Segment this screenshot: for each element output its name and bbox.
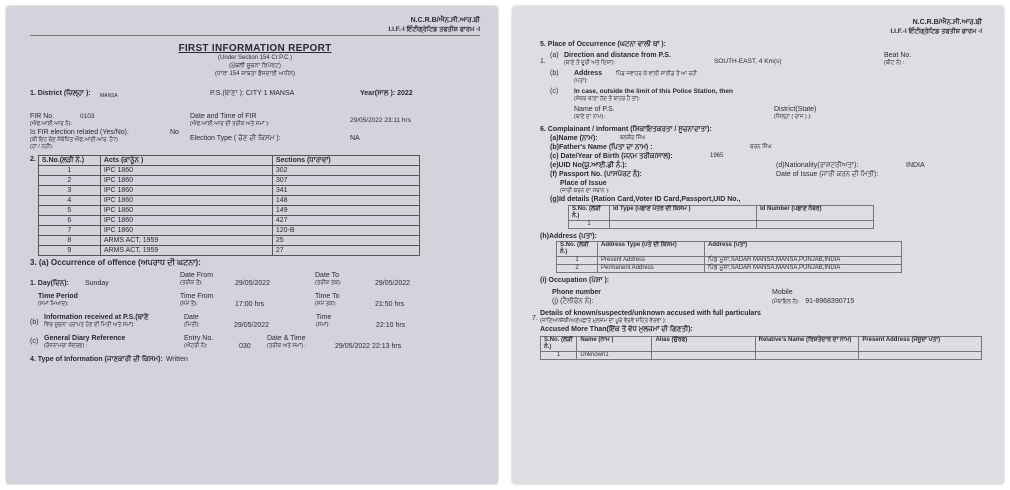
table-row: [557, 265, 902, 273]
police-station: P.S.(ਥਾਣਾ ): CITY 1 MANSA: [210, 90, 295, 97]
table-row: [38, 226, 419, 236]
table-row: [557, 257, 902, 265]
fir-datetime-label-pa: (ਐਫ.ਆਈ.ਆਰ ਦੀ ਤਰੀਕ ਅਤੇ ਸਮਾਂ ):: [190, 121, 270, 127]
district-state-block: [774, 105, 816, 121]
accused-header-row: [541, 337, 982, 352]
address-sno: 2: [557, 265, 598, 273]
address-sub: (b): [550, 70, 559, 77]
place-heading: 5. Place of Occurrence (ਘਟਨਾ ਵਾਲੀ ਥਾਂ ):: [540, 41, 666, 48]
mobile-label: Mobile: [772, 289, 793, 296]
election-block: [30, 128, 170, 151]
outside-limit-row: [540, 87, 982, 103]
election-label-pa: (ਕੀ ਇਹ ਚੋਣ ਸੰਬੰਧਿਤ ਐਫ.ਆਈ.ਆਰ. ਹੈ?): [30, 137, 118, 143]
fir-page-1: [6, 6, 498, 484]
accused-heading-row: [532, 309, 982, 334]
info-received-row: [30, 313, 480, 330]
acts-section-value: 149: [272, 206, 419, 216]
acts-act: IPC 1860: [100, 176, 272, 186]
address-block: [574, 69, 697, 85]
id-sno: 1: [569, 221, 610, 229]
info-date-label: Date: [184, 314, 199, 321]
beat-label-pa: (ਬੀਟ ਨੰ) :: [884, 60, 905, 66]
district-state-label: District(State): [774, 106, 817, 113]
acts-section-value: 120-B: [272, 226, 419, 236]
accused-header-relative: Relative's Name (ਰਿਸ਼ਤੇਦਾਰ ਦਾ ਨਾਮ): [755, 337, 859, 352]
dob-value: 1965: [710, 153, 724, 159]
entry-no-label: Entry No.: [184, 335, 214, 342]
ps-name-row: [540, 105, 982, 121]
accused-table: [540, 336, 982, 360]
report-title: FIRST INFORMATION REPORT: [178, 43, 332, 54]
accused-address: [859, 352, 982, 360]
district-row: [30, 89, 480, 101]
date-to-block: [315, 271, 375, 287]
acts-header-row: [38, 156, 419, 166]
fir-no-value: 0103: [80, 113, 95, 120]
father-name-value: ਚਰਨ ਸਿੰਘ: [750, 144, 772, 150]
entry-no-value: 030: [239, 343, 251, 350]
acts-section-value: 341: [272, 186, 419, 196]
info-date-value: 29/05/2022: [234, 322, 270, 329]
address-value-cell: ਪਿੰਡ ਮੂਸਾ,SADAR MANSA,MANSA,PUNJAB,INDIA: [705, 257, 902, 265]
accused-number: 7.: [532, 315, 538, 322]
election-type-label: Election Type ( ਚੋਣ ਦੀ ਕਿਸਮ ):: [190, 135, 281, 142]
info-received-label: Information received at P.S.(ਥਾਣੇ: [44, 314, 149, 321]
fir-datetime-label: Date and Time of FIR: [190, 113, 257, 120]
election-row: [30, 128, 480, 151]
acts-act: IPC 1860: [100, 186, 272, 196]
type-of-information-value: Written: [165, 356, 188, 363]
accused-alias: [652, 352, 755, 360]
place-of-issue-block: [550, 179, 982, 195]
date-from-label: Date From: [180, 272, 214, 279]
fir-datetime-value: 29/05/2022 23:11 hrs: [350, 117, 411, 124]
phone-block: [552, 288, 772, 306]
table-row: [38, 176, 419, 186]
entry-no-block: [184, 334, 239, 350]
nationality-value: INDIA: [906, 162, 925, 169]
fir-no-label-pa: (ਐਫ.ਆਈ.ਆਰ ਨੰ):: [30, 121, 73, 127]
entry-no-label-pa: (ਐਂਟਰੀ ਨੰ):: [184, 343, 208, 349]
report-subtitle-pa-2: (ਧਾਰਾ 154 ਜ਼ਾਬਤਾ ਫੌਜਦਾਰੀ ਅਧੀਨ): [214, 71, 296, 77]
general-diary-label-pa: (ਰੋਜ਼ਨਾਮਚਾ ਸੰਦਰਭ) :: [44, 343, 88, 349]
type-of-information-row: [30, 355, 480, 364]
accused-relative: [755, 352, 859, 360]
report-subtitle: (Under Section 154 Cr.P.C.): [218, 55, 292, 61]
date-from-value: 29/05/2022: [235, 280, 271, 287]
phone-row: [540, 288, 982, 306]
gd-datetime-block: [267, 334, 335, 350]
acts-section-value: 427: [272, 216, 419, 226]
address-label-pa: (ਪਤਾ):: [574, 78, 588, 84]
dob-row: [550, 152, 982, 161]
acts-header-acts: Acts (ਕਾਨੂੰਨ ): [100, 156, 272, 166]
acts-sno: 6: [38, 216, 100, 226]
acts-sno: 8: [38, 236, 100, 246]
acts-section-value: 148: [272, 196, 419, 206]
address-header-address: Address (ਪਤਾ): [705, 242, 902, 257]
general-diary-label: General Diary Reference: [44, 335, 126, 342]
nationality-label: (d)Nationality(ਰਾਸ਼ਟਰੀਅਤਾ):: [776, 162, 859, 169]
address-type: Permanent Address: [598, 265, 705, 273]
fir-datetime-block: [190, 112, 350, 128]
accused-heading-block: [540, 309, 761, 334]
general-diary-block: [44, 334, 184, 350]
direction-row: [540, 51, 982, 67]
direction-num: 1.: [540, 58, 546, 65]
father-name-label: (b)Father's Name (ਪਿਤਾ ਦਾ ਨਾਮ) :: [550, 144, 653, 151]
election-value: No: [170, 129, 179, 136]
time-period-block: [30, 292, 180, 308]
direction-label-pa: (ਥਾਣੇ ਤੋਂ ਦੂਰੀ ਅਤੇ ਦਿਸ਼ਾ):: [564, 60, 616, 66]
fir-number-row: [30, 112, 480, 128]
acts-act: IPC 1860: [100, 216, 272, 226]
info-time-label-pa: (ਸਮਾਂ):: [316, 322, 331, 328]
beat-block: [884, 51, 911, 67]
address-value-cell: ਪਿੰਡ ਮੂਸਾ,SADAR MANSA,MANSA,PUNJAB,INDIA: [705, 265, 902, 273]
acts-act: IPC 1860: [100, 206, 272, 216]
acts-act: ARMS ACT, 1959: [100, 236, 272, 246]
time-to-label-pa: (ਸਮੇਂ ਤਕ):: [315, 301, 337, 307]
uid-label: (e)UID No(ਯੂ.ਆਈ.ਡੀ ਨੰ.):: [550, 162, 627, 169]
info-received-label-pa: ਵਿਚ ਸੂਚਨਾ ਪ੍ਰਾਪਤ ਹੋਣ ਦੀ ਮਿਤੀ ਅਤੇ ਸਮਾਂ):: [44, 322, 135, 328]
ps-name-label-pa: (ਥਾਣੇ ਦਾ ਨਾਮ):: [574, 114, 605, 120]
outside-limit-block: [574, 87, 733, 103]
occupation-label: (i) Occupation (ਪੇਸ਼ਾ ):: [540, 277, 610, 284]
accused-more-label: Accused More Than(ਇੱਕ ਤੋਂ ਵੱਧ ਮੁਲਜ਼ਮਾਂ ਦੀ ਗਿਣਤੀ):: [540, 326, 693, 333]
id-header-sno: S.No. (ਲੜੀ ਨੰ.): [569, 206, 610, 221]
acts-number: 2.: [30, 156, 36, 163]
address-heading: (h)Address (ਪਤਾ):: [540, 233, 597, 240]
acts-act: IPC 1860: [100, 226, 272, 236]
table-row: [38, 186, 419, 196]
outside-limit-label: In case, outside the limit of this Police Station, then: [574, 88, 733, 95]
acts-sno: 4: [38, 196, 100, 206]
date-from-block: [180, 271, 235, 287]
address-table: [556, 241, 902, 273]
acts-sno: 3: [38, 186, 100, 196]
table-row: [38, 166, 419, 176]
address-row: [540, 69, 982, 85]
complainant-block: [540, 134, 982, 229]
table-row: [541, 352, 982, 360]
acts-act: ARMS ACT, 1959: [100, 246, 272, 256]
direction-block: [564, 51, 714, 67]
address-sno: 1: [557, 257, 598, 265]
fir-no-block: [30, 112, 80, 128]
date-to-value: 29/05/2022: [375, 280, 411, 287]
info-time-label: Time: [316, 314, 332, 321]
father-name-row: [550, 143, 982, 152]
outside-limit-sub: (c): [550, 88, 559, 95]
direction-sub: (a): [550, 52, 559, 59]
time-to-block: [315, 292, 375, 308]
address-header-type: Address Type (ਪਤੇ ਦੀ ਕਿਸਮ): [598, 242, 705, 257]
acts-act: IPC 1860: [100, 196, 272, 206]
address-label: Address: [574, 70, 603, 77]
id-header-type: Id Type (ਪਛਾਣ ਪੱਤਰ ਦੀ ਕਿਸਮ ): [610, 206, 757, 221]
id-type: [610, 221, 757, 229]
iif-header-2: I.I.F.-I ਇੰਟੀਗ੍ਰੇਟਿਡ ਤਫਤੀਸ਼ ਫਾਰਮ -I: [890, 28, 982, 35]
district-state-label-pa: (ਜ਼ਿਲ੍ਹਾ ( ਰਾਜ ) ):: [774, 114, 812, 120]
address-header-row: [557, 242, 902, 257]
address-header-sno: S.No. (ਲੜੀ ਨੰ.): [557, 242, 598, 257]
day-row: [30, 271, 480, 288]
place-of-issue-label: Place of Issue: [560, 180, 607, 187]
passport-row: [550, 170, 982, 179]
fir-year: Year(ਸਾਲ ): 2022: [360, 90, 413, 97]
mobile-label-pa: (ਮੋਬਾਇਲ ਨੰ):: [772, 299, 800, 305]
acts-sno: 1: [38, 166, 100, 176]
acts-sno: 5: [38, 206, 100, 216]
uid-row: [550, 161, 982, 170]
time-to-label: Time To: [315, 293, 340, 300]
id-details-table: [568, 205, 874, 229]
accused-header-name: Name (ਨਾਮ ): [577, 337, 652, 352]
accused-header-sno: S.No. (ਲੜੀ ਨੰ.): [541, 337, 577, 352]
time-period-label: Time Period: [38, 293, 78, 300]
time-from-label-pa: (ਸਮੇਂ ਤੋਂ):: [180, 301, 198, 307]
info-date-label-pa: (ਮਿਤੀ):: [184, 322, 200, 328]
ps-name-block: [574, 105, 774, 121]
fir-no-label: FIR No.: [30, 113, 55, 120]
acts-section: [30, 155, 480, 256]
election-type-value: NA: [350, 135, 360, 142]
report-subtitle-pa: (ਮੁੱਢਲੀ ਸੂਚਨਾ ਰਿਪੋਰਟ): [229, 63, 281, 69]
time-period-label-pa: (ਸਮਾਂ ਮਿਆਦ):: [38, 301, 69, 307]
occurrence-heading: 3. (a) Occurrence of offence (ਅਪਰਾਧ ਦੀ ਘਟਨਾ):: [30, 258, 201, 267]
table-row: [38, 206, 419, 216]
phone-label-pa: (j) (ਟੈਲੀਫੋਨ ਨੰ):: [552, 298, 594, 305]
election-label: Is FIR election related (Yes/No).: [30, 129, 129, 136]
acts-section-value: 25: [272, 236, 419, 246]
time-from-block: [180, 292, 235, 308]
day-value: Sunday: [85, 280, 109, 287]
date-from-label-pa: (ਤਰੀਕ ਤੋਂ):: [180, 280, 203, 286]
acts-section-value: 27: [272, 246, 419, 256]
day-label: 1. Day(ਦਿਨ):: [30, 280, 69, 287]
election-label-pa-2: (ਹਾਂ / ਨਹੀਂ):: [30, 144, 54, 150]
acts-sno: 9: [38, 246, 100, 256]
info-date-block: [184, 313, 234, 329]
accused-heading: Details of known/suspected/unknown accused with full particulars: [540, 310, 761, 317]
beat-label: Beat No.: [884, 52, 912, 59]
acts-act: IPC 1860: [100, 166, 272, 176]
time-from-label: Time From: [180, 293, 214, 300]
mobile-value: 91-8968390715: [805, 298, 855, 305]
table-row: [38, 246, 419, 256]
passport-label: (f) Passport No. (ਪਾਸਪੋਰਟ ਨੰ):: [550, 171, 642, 178]
gd-datetime-label-pa: (ਤਰੀਕ ਅਤੇ ਸਮਾਂ) :: [267, 343, 307, 349]
info-received-number: (b): [30, 319, 39, 326]
acts-header-sno: S.No.(ਲੜੀ ਨੰ.): [38, 156, 100, 166]
general-diary-row: [30, 334, 480, 351]
mobile-block: [772, 288, 854, 306]
complainant-heading: 6. Complainant / Informant (ਸ਼ਿਕਾਇਤਕਰਤਾ / ਸੂਚਨਾਦਾਤਾ):: [540, 126, 712, 133]
date-to-label-pa: (ਤਰੀਕ ਤਕ):: [315, 280, 342, 286]
table-row: [38, 216, 419, 226]
info-received-block: [44, 313, 184, 329]
iif-header: I.I.F.-I ਇੰਟੀਗ੍ਰੇਟਿਡ ਤਫਤੀਸ਼ ਫਾਰਮ -I: [30, 25, 480, 36]
id-header-row: [569, 206, 874, 221]
info-time-block: [316, 313, 376, 329]
id-details-heading: (g)Id details (Ration Card,Voter ID Card,Passport,UID No.,: [550, 196, 741, 203]
type-of-information-label: 4. Type of Information (ਜਾਣਕਾਰੀ ਦੀ ਕਿਸਮ):: [30, 356, 163, 363]
id-number: [757, 221, 874, 229]
district-value: MANSA: [100, 93, 118, 99]
date-to-label: Date To: [315, 272, 339, 279]
table-row: [38, 196, 419, 206]
direction-label: Direction and distance from P.S.: [564, 52, 671, 59]
accused-header-alias: Alias (ਉਰਫ): [652, 337, 755, 352]
time-to-value: 21:50 hrs: [375, 301, 405, 308]
address-type: Present Address: [598, 257, 705, 265]
acts-sno: 7: [38, 226, 100, 236]
time-from-value: 17:00 hrs: [235, 301, 265, 308]
phone-label: Phone number: [552, 289, 602, 296]
accused-sno: 1: [541, 352, 577, 360]
acts-section-value: 302: [272, 166, 419, 176]
date-of-issue-label: Date of Issue (ਜਾਰੀ ਕਰਨ ਦੀ ਮਿਤੀ):: [776, 171, 879, 178]
time-row: [30, 292, 480, 309]
acts-table: [38, 155, 420, 256]
accused-name: Unknown1: [577, 352, 652, 360]
dob-label: (c) Date/Year of Birth (ਜਨਮ ਤਰੀਕ/ਸਾਲ):: [550, 153, 673, 160]
id-header-number: Id Number (ਪਛਾਣ ਨੰਬਰ): [757, 206, 874, 221]
acts-sno: 2: [38, 176, 100, 186]
complainant-name-label: (a)Name (ਨਾਮ):: [550, 135, 598, 142]
accused-header-address: Present Address (ਮੌਜੂਦਾ ਪਤਾ): [859, 337, 982, 352]
place-of-issue-label-pa: (ਜਾਰੀ ਕਰਨ ਦਾ ਸਥਾਨ ):: [560, 188, 610, 194]
fir-page-2: [512, 6, 1004, 484]
outside-limit-label-pa: (ਜੇਕਰ ਥਾਣਾ ਹੱਦ ਤੋਂ ਬਾਹਰ ਹੈ ਤਾਂ):: [574, 96, 641, 102]
direction-value: SOUTH-EAST, 4 Km(s): [714, 58, 782, 65]
acts-header-sections: Sections (ਧਾਰਾਵਾਂ): [272, 156, 419, 166]
gd-datetime-label: Date & Time: [267, 335, 306, 342]
ps-name-label: Name of P.S.: [574, 106, 615, 113]
ncrb-header-2: N.C.R.B/ਐਨ.ਸੀ.ਆਰ.ਬੀ: [912, 19, 982, 26]
acts-section-value: 307: [272, 176, 419, 186]
ncrb-header: N.C.R.B/ਐਨ.ਸੀ.ਆਰ.ਬੀ: [410, 17, 480, 24]
district-label: 1. District (ਜ਼ਿਲ੍ਹਾ ):: [30, 90, 91, 97]
table-row: [38, 236, 419, 246]
accused-heading-pa: (ਜਾਣਿਆ/ਸ਼ੱਕੀ/ਅਣਪਛਾਤੇ ਮੁਲਜ਼ਮ ਦਾ ਪੂਰੇ ਵੇਰਵੇ ਸਹਿਤ ਵੇਰਵਾ ):: [540, 318, 667, 324]
address-value: ਪਿੰਡ ਜਵਾਹਰ ਕੇ ਵਾਲੀ ਸਾਈਡ ਤੋਂ ਆ ਰਹੀ: [615, 71, 697, 77]
table-row: [569, 221, 874, 229]
general-diary-number: (c): [30, 338, 39, 345]
complainant-name-row: [550, 134, 982, 143]
complainant-name-value: ਬਲਕੌਰ ਸਿੰਘ: [620, 135, 646, 141]
info-time-value: 22:10 hrs: [376, 322, 406, 329]
gd-datetime-value: 29/05/2022 22:13 hrs: [335, 343, 402, 350]
